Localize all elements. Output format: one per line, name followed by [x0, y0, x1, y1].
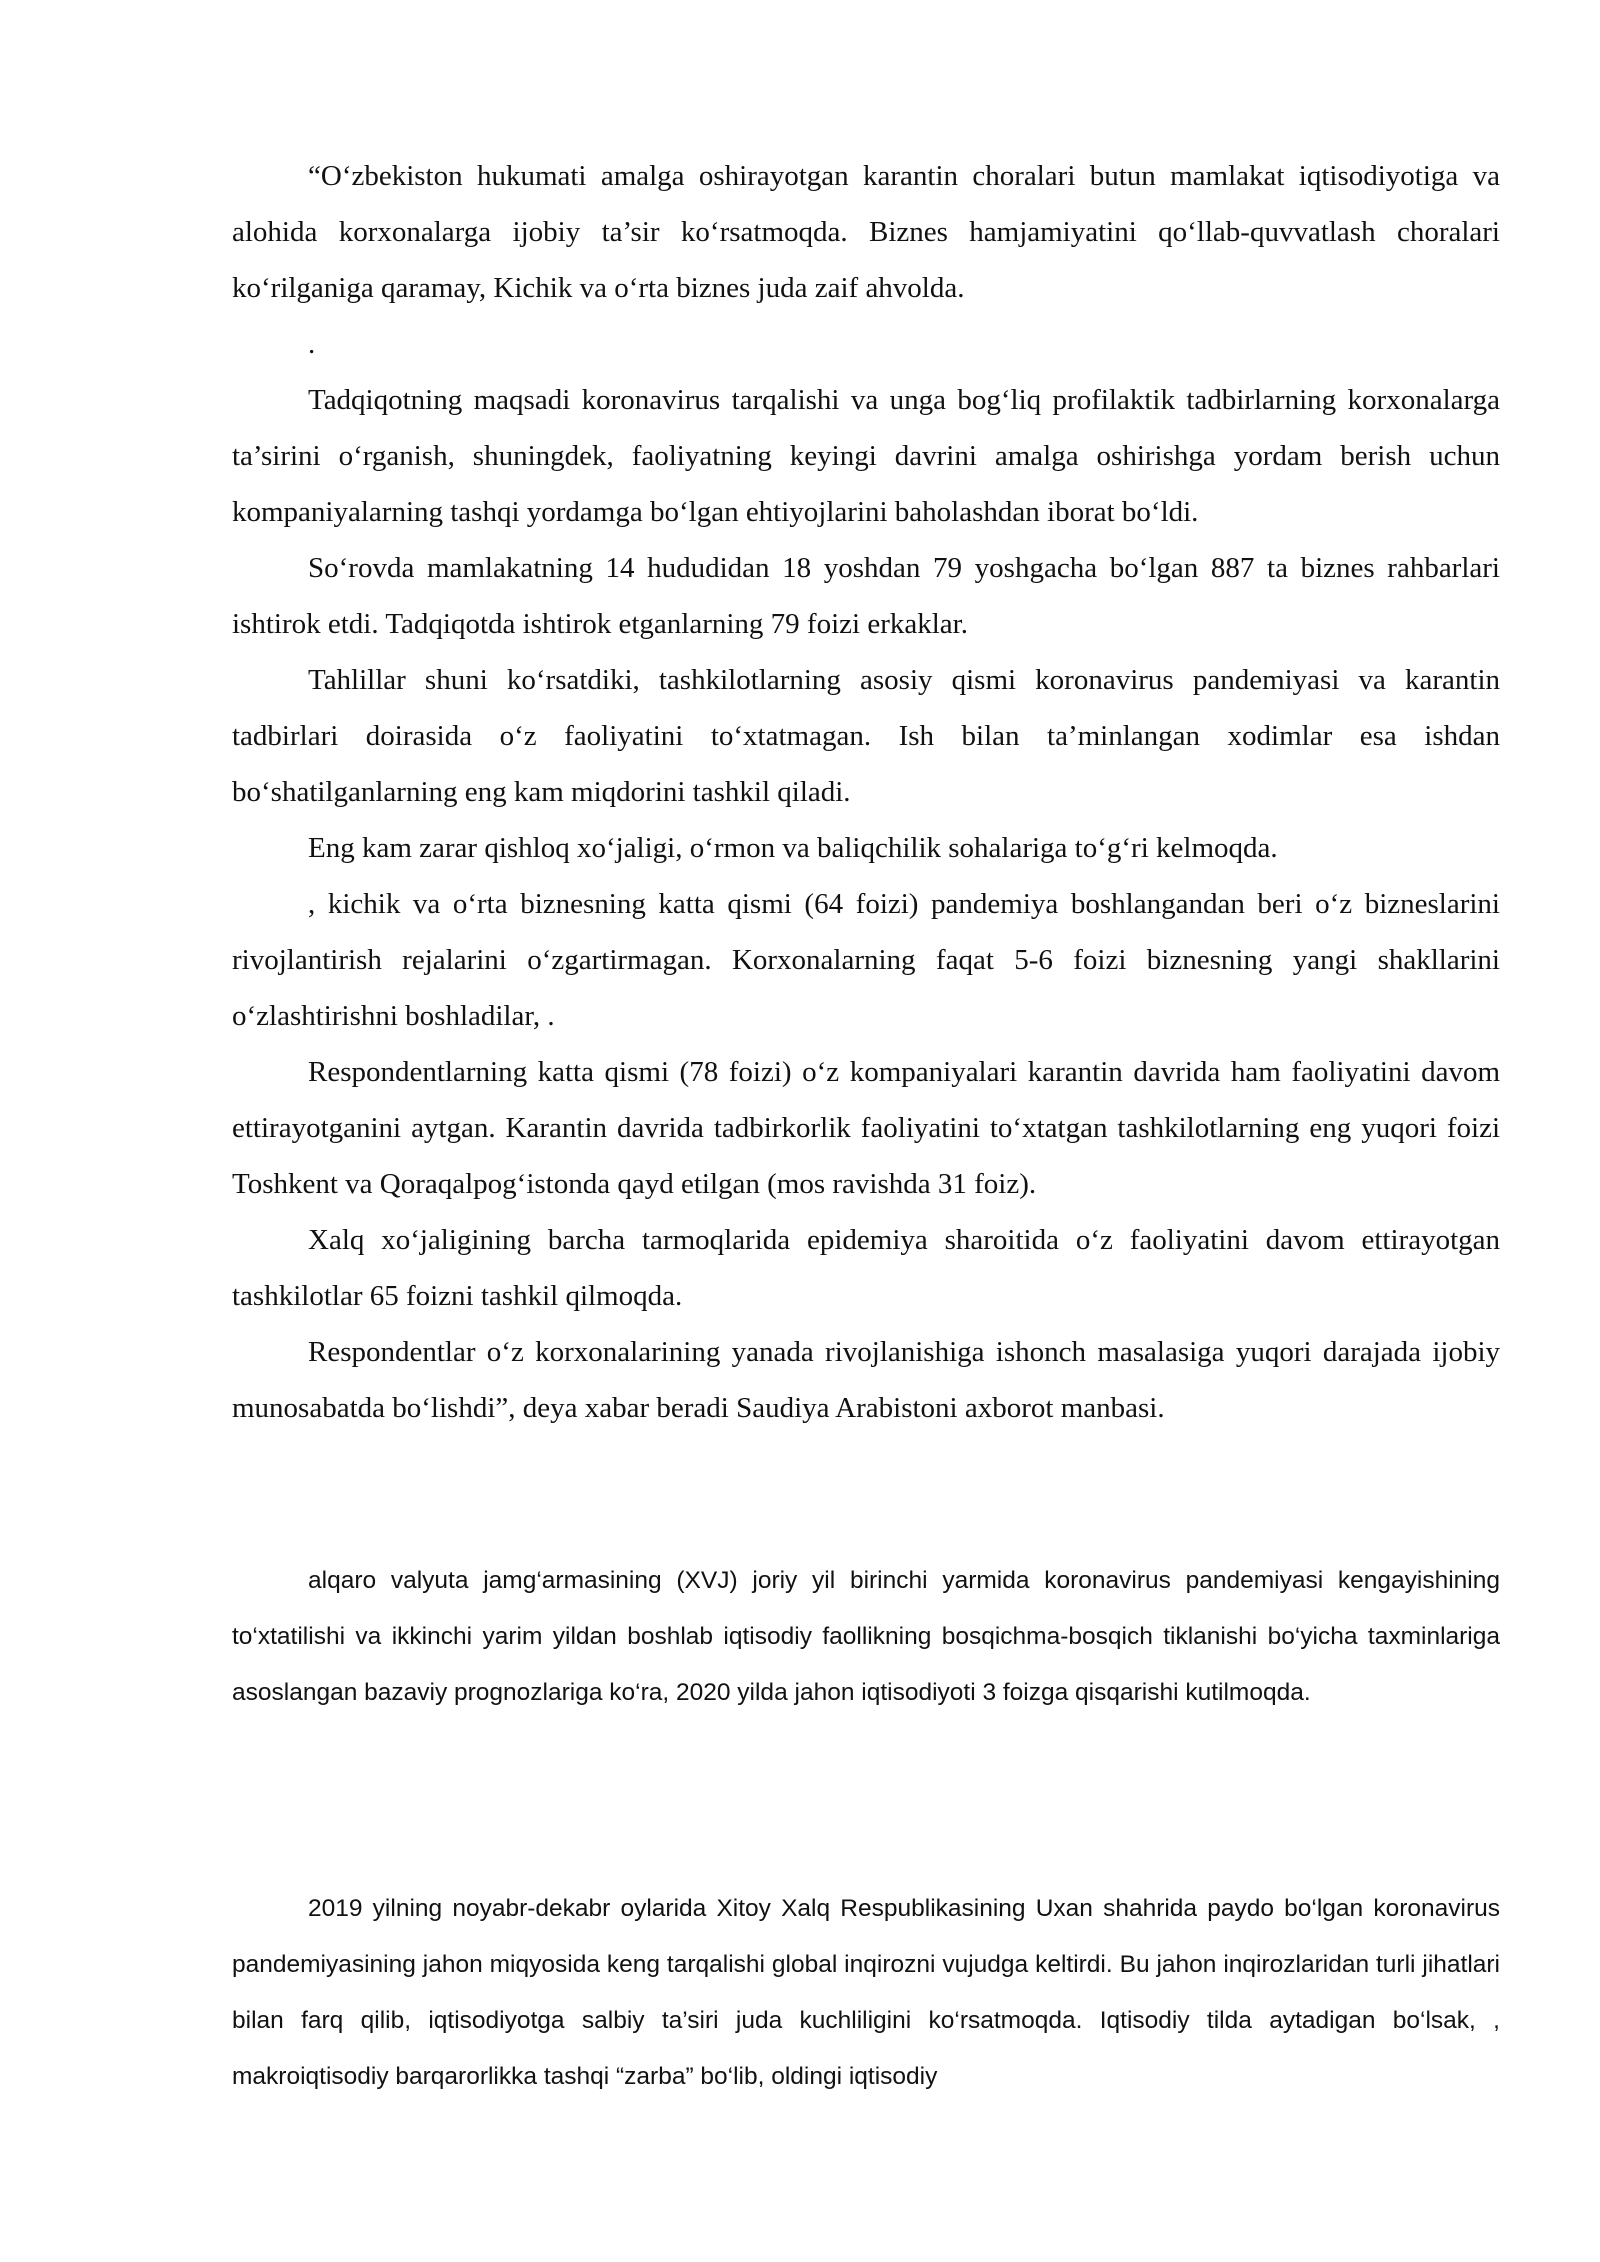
paragraph-2019-pandemic: 2019 yilning noyabr-dekabr oylarida Xitoy Xalq Respublikasining Uxan shahrida paydo bo‘lgan koronavirus pandemiyasining jahon miqyosida keng tarqalishi global inqirozni vujudga keltirdi. Bu jahon inqirozlaridan turli jihatlari bilan farq qilib, iqtisodiyotga salbiy ta’siri juda kuchliligini ko‘rsatmoqda. Iqtisodiy tilda aytadigan bo‘lsak, , makroiqtisodiy barqarorlikka tashqi “zarba” bo‘lib, oldingi iqtisodiy [232, 1895, 1500, 2090]
paragraph-least-damage: Eng kam zarar qishloq xo‘jaligi, o‘rmon va baliqchilik sohalariga to‘g‘ri kelmoqda. [308, 832, 1278, 864]
paragraph-respondents: Respondentlarning katta qismi (78 foizi) o‘z kompaniyalari karantin davrida ham faoliyatini davom ettirayotganini aytgan. Karantin davrida tadbirkorlik faoliyatini to‘xtatgan tashkilotlarning eng yuqori foizi Toshkent va Qoraqalpog‘istonda qayd etilgan (mos ravishda 31 foiz). [232, 1056, 1500, 1200]
sans-text-block-2019 [232, 1881, 1500, 2105]
paragraph-research-goal: Tadqiqotning maqsadi koronavirus tarqalishi va unga bog‘liq profilaktik tadbirlarning korxonalarga ta’sirini o‘rganish, shuningdek, faoliyatning keyingi davrini amalga oshirishga yordam berish uchun kompaniyalarning tashqi yordamga bo‘lgan ehtiyojlarini baholashdan iborat bo‘ldi. [232, 384, 1500, 528]
paragraph-dot: . [308, 328, 316, 360]
paragraph-small-business: , kichik va o‘rta biznesning katta qismi (64 foizi) pandemiya boshlangandan beri o‘z bizneslarini rivojlantirish rejalarini o‘zgartirmagan. Korxonalarning faqat 5-6 foizi biznesning yangi shakllarini o‘zlashtirishni boshladilar, . [232, 888, 1500, 1032]
paragraph-imf-forecast: alqaro valyuta jamg‘armasining (XVJ) joriy yil birinchi yarmida koronavirus pandemiyasi kengayishining to‘xtatilishi va ikkinchi yarim yildan boshlab iqtisodiy faollikning bosqichma-bosqich tiklanishi bo‘yicha taxminlariga asoslangan bazaviy prognozlariga ko‘ra, 2020 yilda jahon iqtisodiyoti 3 foizga qisqarishi kutilmoqda. [232, 1567, 1500, 1706]
paragraph-analysis: Tahlillar shuni ko‘rsatdiki, tashkilotlarning asosiy qismi koronavirus pandemiyasi va karantin tadbirlari doirasida o‘z faoliyatini to‘xtatmagan. Ish bilan ta’minlangan xodimlar esa ishdan bo‘shatilganlarning eng kam miqdorini tashkil qiladi. [232, 664, 1500, 808]
paragraph-confidence: Respondentlar o‘z korxonalarining yanada rivojlanishiga ishonch masalasiga yuqori darajada ijobiy munosabatda bo‘lishdi”, deya xabar beradi Saudiya Arabistoni axborot manbasi. [232, 1336, 1500, 1424]
paragraph-quote-intro: “O‘zbekiston hukumati amalga oshirayotgan karantin choralari butun mamlakat iqtisodiyotiga va alohida korxonalarga ijobiy ta’sir ko‘rsatmoqda. Biznes hamjamiyatini qo‘llab-quvvatlash choralari ko‘rilganiga qaramay, Kichik va o‘rta biznes juda zaif ahvolda. [232, 160, 1500, 304]
paragraph-survey: So‘rovda mamlakatning 14 hududidan 18 yoshdan 79 yoshgacha bo‘lgan 887 ta biznes rahbarlari ishtirok etdi. Tadqiqotda ishtirok etganlarning 79 foizi erkaklar. [232, 552, 1500, 640]
paragraph-sectors: Xalq xo‘jaligining barcha tarmoqlarida epidemiya sharoitida o‘z faoliyatini davom ettirayotgan tashkilotlar 65 foizni tashkil qilmoqda. [232, 1224, 1500, 1312]
sans-text-block-imf [232, 1553, 1500, 1721]
serif-text-block [232, 148, 1500, 1436]
